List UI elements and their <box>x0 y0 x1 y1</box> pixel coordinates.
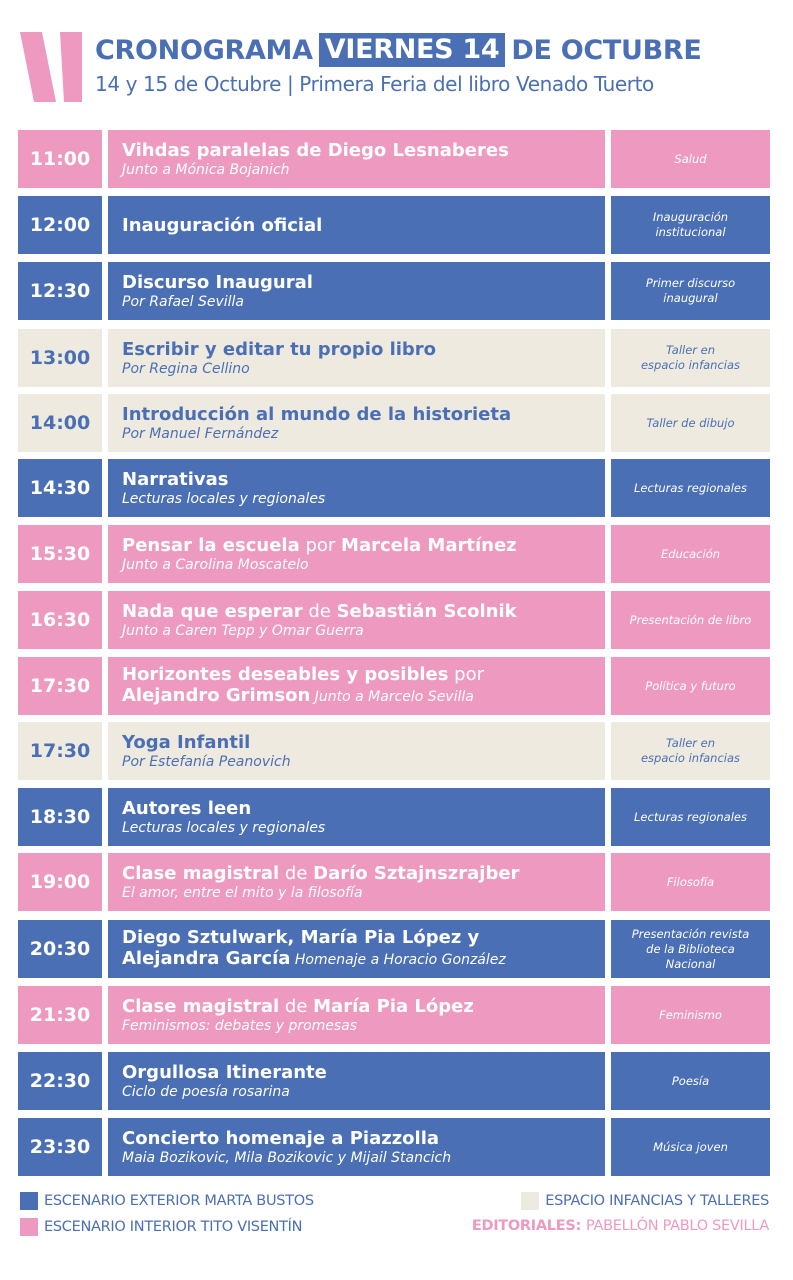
event-category: Presentación de libro <box>611 591 770 649</box>
page-subtitle: 14 y 15 de Octubre | Primera Feria del libro Venado Tuerto <box>95 72 654 96</box>
event-details <box>108 394 605 452</box>
legend-infancias <box>521 1192 769 1210</box>
legend-interior-label: ESCENARIO INTERIOR TITO VISENTÍN <box>44 1219 303 1235</box>
schedule-row <box>18 459 770 517</box>
event-category: Salud <box>611 130 770 188</box>
event-category: Música joven <box>611 1118 770 1176</box>
event-time: 14:30 <box>18 459 102 517</box>
event-title-author: Darío Sztajnszrajber <box>313 862 520 884</box>
schedule-row <box>18 986 770 1044</box>
event-title-author: Marcela Martínez <box>341 534 517 556</box>
event-title-note: Homenaje a Horacio González <box>290 952 506 968</box>
header <box>0 0 793 120</box>
event-details <box>108 986 605 1044</box>
event-time: 18:30 <box>18 788 102 846</box>
schedule-row <box>18 1052 770 1110</box>
event-details <box>108 196 605 254</box>
event-subtitle: El amor, entre el mito y la filosofía <box>122 884 363 901</box>
event-title: Orgullosa Itinerante <box>122 1061 327 1083</box>
event-title-connector: de <box>302 600 337 622</box>
event-title-main: Nada que esperar <box>122 600 303 622</box>
event-time: 12:00 <box>18 196 102 254</box>
legend-exterior-label: ESCENARIO EXTERIOR MARTA BUSTOS <box>44 1193 314 1209</box>
event-title-main: Horizontes deseables y posibles <box>122 664 449 685</box>
event-title: Inauguración oficial <box>122 214 323 236</box>
legend <box>0 1190 793 1250</box>
event-title <box>122 863 591 884</box>
title-prefix: CRONOGRAMA <box>95 34 313 66</box>
event-subtitle: Por Manuel Fernández <box>122 425 279 442</box>
legend-infancias-label: ESPACIO INFANCIAS Y TALLERES <box>545 1193 769 1209</box>
event-time: 11:00 <box>18 130 102 188</box>
event-time: 23:30 <box>18 1118 102 1176</box>
event-title: Vihdas paralelas de Diego Lesnaberes <box>122 139 509 161</box>
event-details <box>108 591 605 649</box>
event-details <box>108 329 605 387</box>
event-title: Discurso Inaugural <box>122 271 313 293</box>
schedule-row <box>18 853 770 911</box>
event-category: Presentación revista de la Biblioteca Nacional <box>611 920 770 978</box>
legend-editoriales <box>472 1218 769 1234</box>
event-title-connector: de <box>279 995 314 1017</box>
legend-exterior <box>20 1192 314 1210</box>
event-title <box>122 996 591 1017</box>
event-title-connector: por <box>299 534 342 556</box>
event-subtitle: Por Regina Cellino <box>122 360 250 377</box>
legend-editoriales-label: EDITORIALES: <box>471 1218 581 1234</box>
event-time: 14:00 <box>18 394 102 452</box>
event-time: 15:30 <box>18 525 102 583</box>
legend-interior <box>20 1218 302 1236</box>
event-title-author: María Pia López <box>313 995 474 1017</box>
blue-swatch-icon <box>20 1192 38 1210</box>
event-title-line-1 <box>122 664 591 685</box>
event-title-line-2 <box>122 685 591 708</box>
event-title-author: Sebastián Scolnik <box>336 600 517 622</box>
pink-swatch-icon <box>20 1218 38 1236</box>
event-subtitle: Por Rafael Sevilla <box>122 293 245 310</box>
schedule-row <box>18 329 770 387</box>
page-title <box>95 32 702 68</box>
event-title-line-2 <box>122 948 591 971</box>
event-category: Feminismo <box>611 986 770 1044</box>
schedule-row <box>18 196 770 254</box>
event-details <box>108 853 605 911</box>
event-details <box>108 525 605 583</box>
title-highlight: VIERNES 14 <box>319 33 506 67</box>
event-category: Taller en espacio infancias <box>611 329 770 387</box>
event-category: Lecturas regionales <box>611 788 770 846</box>
event-title-author: Alejandra García <box>122 948 291 969</box>
schedule-row <box>18 394 770 452</box>
event-details <box>108 459 605 517</box>
feria-logo-icon <box>20 32 82 102</box>
schedule-row <box>18 130 770 188</box>
event-subtitle: Junto a Mónica Bojanich <box>122 161 290 178</box>
event-subtitle: Junto a Caren Tepp y Omar Guerra <box>122 622 364 639</box>
event-title-main: Diego Sztulwark, María Pia López y <box>122 927 480 948</box>
schedule-row <box>18 788 770 846</box>
event-title-line-1 <box>122 927 591 948</box>
event-details <box>108 920 605 978</box>
event-title-connector: por <box>448 664 485 685</box>
cream-swatch-icon <box>521 1192 539 1210</box>
event-category: Educación <box>611 525 770 583</box>
schedule-row <box>18 657 770 715</box>
event-category: Filosofía <box>611 853 770 911</box>
event-subtitle: Junto a Carolina Moscatelo <box>122 556 309 573</box>
event-time: 20:30 <box>18 920 102 978</box>
schedule-row <box>18 920 770 978</box>
schedule-row <box>18 722 770 780</box>
event-subtitle: Lecturas locales y regionales <box>122 819 326 836</box>
schedule-row <box>18 591 770 649</box>
event-category: Taller en espacio infancias <box>611 722 770 780</box>
event-time: 19:00 <box>18 853 102 911</box>
event-category: Política y futuro <box>611 657 770 715</box>
event-time: 17:30 <box>18 722 102 780</box>
event-time: 21:30 <box>18 986 102 1044</box>
event-category: Inauguración institucional <box>611 196 770 254</box>
event-details <box>108 1052 605 1110</box>
event-time: 13:00 <box>18 329 102 387</box>
event-category: Lecturas regionales <box>611 459 770 517</box>
event-subtitle: Ciclo de poesía rosarina <box>122 1083 290 1100</box>
event-time: 16:30 <box>18 591 102 649</box>
schedule-row <box>18 1118 770 1176</box>
event-time: 12:30 <box>18 262 102 320</box>
title-suffix: DE OCTUBRE <box>511 34 702 66</box>
event-details <box>108 657 605 715</box>
event-title: Narrativas <box>122 468 229 490</box>
event-title: Yoga Infantil <box>122 731 251 753</box>
event-title-main: Clase magistral <box>122 995 280 1017</box>
event-title: Escribir y editar tu propio libro <box>122 338 437 360</box>
event-details <box>108 788 605 846</box>
event-title: Concierto homenaje a Piazzolla <box>122 1127 440 1149</box>
event-category: Primer discurso inaugural <box>611 262 770 320</box>
event-category: Taller de dibujo <box>611 394 770 452</box>
event-title-main: Pensar la escuela <box>122 534 300 556</box>
event-time: 17:30 <box>18 657 102 715</box>
event-details <box>108 1118 605 1176</box>
event-time: 22:30 <box>18 1052 102 1110</box>
event-title-author: Alejandro Grimson <box>122 685 311 706</box>
event-title: Introducción al mundo de la historieta <box>122 403 512 425</box>
event-title <box>122 601 591 622</box>
event-subtitle: Lecturas locales y regionales <box>122 490 326 507</box>
event-title-main: Clase magistral <box>122 862 280 884</box>
event-subtitle: Por Estefanía Peanovich <box>122 753 291 770</box>
event-subtitle: Maia Bozikovic, Mila Bozikovic y Mijail Stancich <box>122 1149 452 1166</box>
event-details <box>108 262 605 320</box>
event-title <box>122 535 591 556</box>
event-details <box>108 130 605 188</box>
event-details <box>108 722 605 780</box>
event-category: Poesía <box>611 1052 770 1110</box>
schedule-row <box>18 262 770 320</box>
event-subtitle: Feminismos: debates y promesas <box>122 1017 358 1034</box>
event-title: Autores leen <box>122 797 252 819</box>
event-title-note: Junto a Marcelo Sevilla <box>310 689 474 705</box>
schedule-row <box>18 525 770 583</box>
legend-editoriales-value: PABELLÓN PABLO SEVILLA <box>586 1218 769 1234</box>
event-title-connector: de <box>279 862 314 884</box>
